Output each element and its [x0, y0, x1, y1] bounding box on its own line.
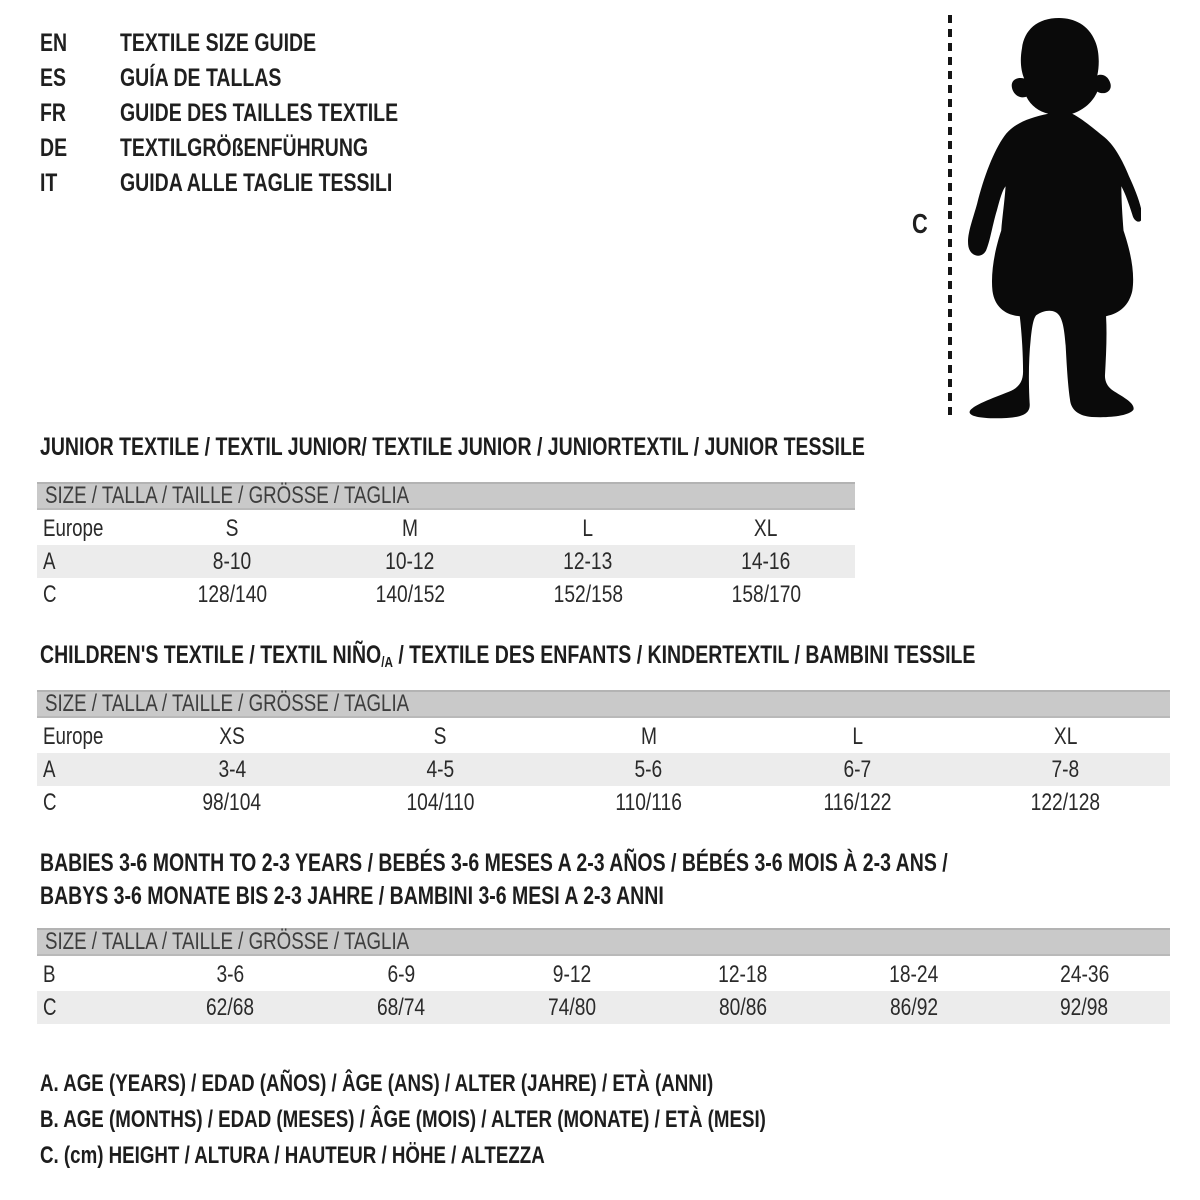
- table-cell: 3-4: [217, 755, 246, 783]
- language-title-list: [40, 26, 477, 201]
- column-header: M: [640, 722, 657, 750]
- language-title: GUÍA DE TALLAS: [120, 64, 282, 92]
- babies-section-heading-line1: BABIES 3-6 MONTH TO 2-3 YEARS / BEBÉS 3-6 MESES A 2-3 AÑOS / BÉBÉS 3-6 MOIS À 2-3 ANS /: [40, 849, 948, 877]
- table-cell: 110/116: [615, 788, 683, 816]
- table-cell: 6-7: [843, 755, 872, 783]
- column-header: L: [851, 722, 863, 750]
- table-cell: 7-8: [1051, 755, 1080, 783]
- table-row: [37, 545, 855, 578]
- table-cell: 140/152: [375, 580, 445, 608]
- babies-section-heading-line2: BABYS 3-6 MONATE BIS 2-3 JAHRE / BAMBINI 3-6 MESI A 2-3 ANNI: [40, 882, 664, 910]
- language-row: [40, 96, 477, 131]
- language-title: TEXTILGRÖßENFÜHRUNG: [120, 134, 369, 162]
- row-label: B: [43, 960, 56, 988]
- table-row: [37, 786, 1170, 819]
- language-code: DE: [40, 134, 68, 162]
- table-cell: 18-24: [888, 960, 939, 988]
- height-measure-line: [946, 15, 954, 419]
- table-cell: 74/80: [547, 993, 596, 1021]
- row-label: C: [43, 993, 57, 1021]
- language-code: FR: [40, 99, 66, 127]
- language-code: EN: [40, 29, 68, 57]
- row-label: A: [43, 755, 56, 783]
- column-header: S: [433, 722, 447, 750]
- table-row: [37, 578, 855, 611]
- table-cell: 122/128: [1031, 788, 1101, 816]
- column-header: S: [225, 514, 239, 542]
- legend-line-b: B. AGE (MONTHS) / EDAD (MESES) / ÂGE (MOIS) / ALTER (MONATE) / ETÀ (MESI): [40, 1106, 766, 1133]
- table-cell: 98/104: [202, 788, 262, 816]
- children-section-heading: CHILDREN'S TEXTILE / TEXTIL NIÑO/A / TEXTILE DES ENFANTS / KINDERTEXTIL / BAMBINI TESSILE: [40, 641, 976, 671]
- language-row: [40, 166, 477, 201]
- table-cell: 104/110: [406, 788, 475, 816]
- table-row: [37, 958, 1170, 991]
- table-cell: 6-9: [387, 960, 415, 988]
- language-row: [40, 61, 477, 96]
- heading-subscript: /A: [381, 654, 393, 671]
- table-cell: 14-16: [741, 547, 791, 575]
- language-row: [40, 26, 477, 61]
- column-header: Europe: [43, 514, 104, 542]
- column-header: XL: [754, 514, 778, 542]
- table-row: [37, 512, 855, 545]
- row-label: A: [43, 547, 56, 575]
- column-header: Europe: [43, 722, 104, 750]
- legend-line-c: C. (cm) HEIGHT / ALTURA / HAUTEUR / HÖHE / ALTEZZA: [40, 1142, 545, 1169]
- size-bar: SIZE / TALLA / TAILLE / GRÖSSE / TAGLIA: [37, 928, 1170, 956]
- language-row: [40, 131, 477, 166]
- measurement-legend: [40, 1066, 971, 1174]
- table-row: [37, 720, 1170, 753]
- table-cell: 5-6: [634, 755, 663, 783]
- table-cell: 80/86: [718, 993, 767, 1021]
- table-cell: 9-12: [552, 960, 592, 988]
- language-code: ES: [40, 64, 67, 92]
- table-row: [37, 753, 1170, 786]
- table-row: [37, 991, 1170, 1024]
- table-cell: 24-36: [1059, 960, 1109, 988]
- column-header: XL: [1053, 722, 1078, 750]
- table-cell: 4-5: [426, 755, 455, 783]
- table-cell: 12-13: [563, 547, 613, 575]
- language-code: IT: [40, 169, 58, 197]
- table-cell: 116/122: [823, 788, 892, 816]
- height-measure-label: C: [912, 208, 928, 239]
- junior-section-heading: JUNIOR TEXTILE / TEXTIL JUNIOR/ TEXTILE JUNIOR / JUNIORTEXTIL / JUNIOR TESSILE: [40, 433, 865, 461]
- column-header: L: [582, 514, 594, 542]
- junior-size-table: [37, 482, 855, 611]
- children-size-table: [37, 690, 1170, 819]
- table-cell: 12-18: [718, 960, 768, 988]
- language-title: TEXTILE SIZE GUIDE: [120, 29, 317, 57]
- table-cell: 62/68: [206, 993, 255, 1021]
- table-cell: 128/140: [197, 580, 267, 608]
- legend-line-a: A. AGE (YEARS) / EDAD (AÑOS) / ÂGE (ANS) / ALTER (JAHRE) / ETÀ (ANNI): [40, 1070, 714, 1097]
- size-bar: SIZE / TALLA / TAILLE / GRÖSSE / TAGLIA: [37, 482, 855, 510]
- table-cell: 152/158: [553, 580, 623, 608]
- language-title: GUIDE DES TAILLES TEXTILE: [120, 99, 399, 127]
- table-cell: 10-12: [385, 547, 435, 575]
- table-cell: 158/170: [731, 580, 801, 608]
- toddler-silhouette-icon: [963, 16, 1141, 419]
- column-header: M: [402, 514, 419, 542]
- table-cell: 92/98: [1060, 993, 1109, 1021]
- size-bar: SIZE / TALLA / TAILLE / GRÖSSE / TAGLIA: [37, 690, 1170, 718]
- table-cell: 3-6: [216, 960, 244, 988]
- language-title: GUIDA ALLE TAGLIE TESSILI: [120, 169, 393, 197]
- table-cell: 68/74: [376, 993, 425, 1021]
- column-header: XS: [219, 722, 245, 750]
- babies-size-table: [37, 928, 1170, 1024]
- row-label: C: [43, 788, 57, 816]
- table-cell: 8-10: [213, 547, 252, 575]
- row-label: C: [43, 580, 57, 608]
- table-cell: 86/92: [889, 993, 938, 1021]
